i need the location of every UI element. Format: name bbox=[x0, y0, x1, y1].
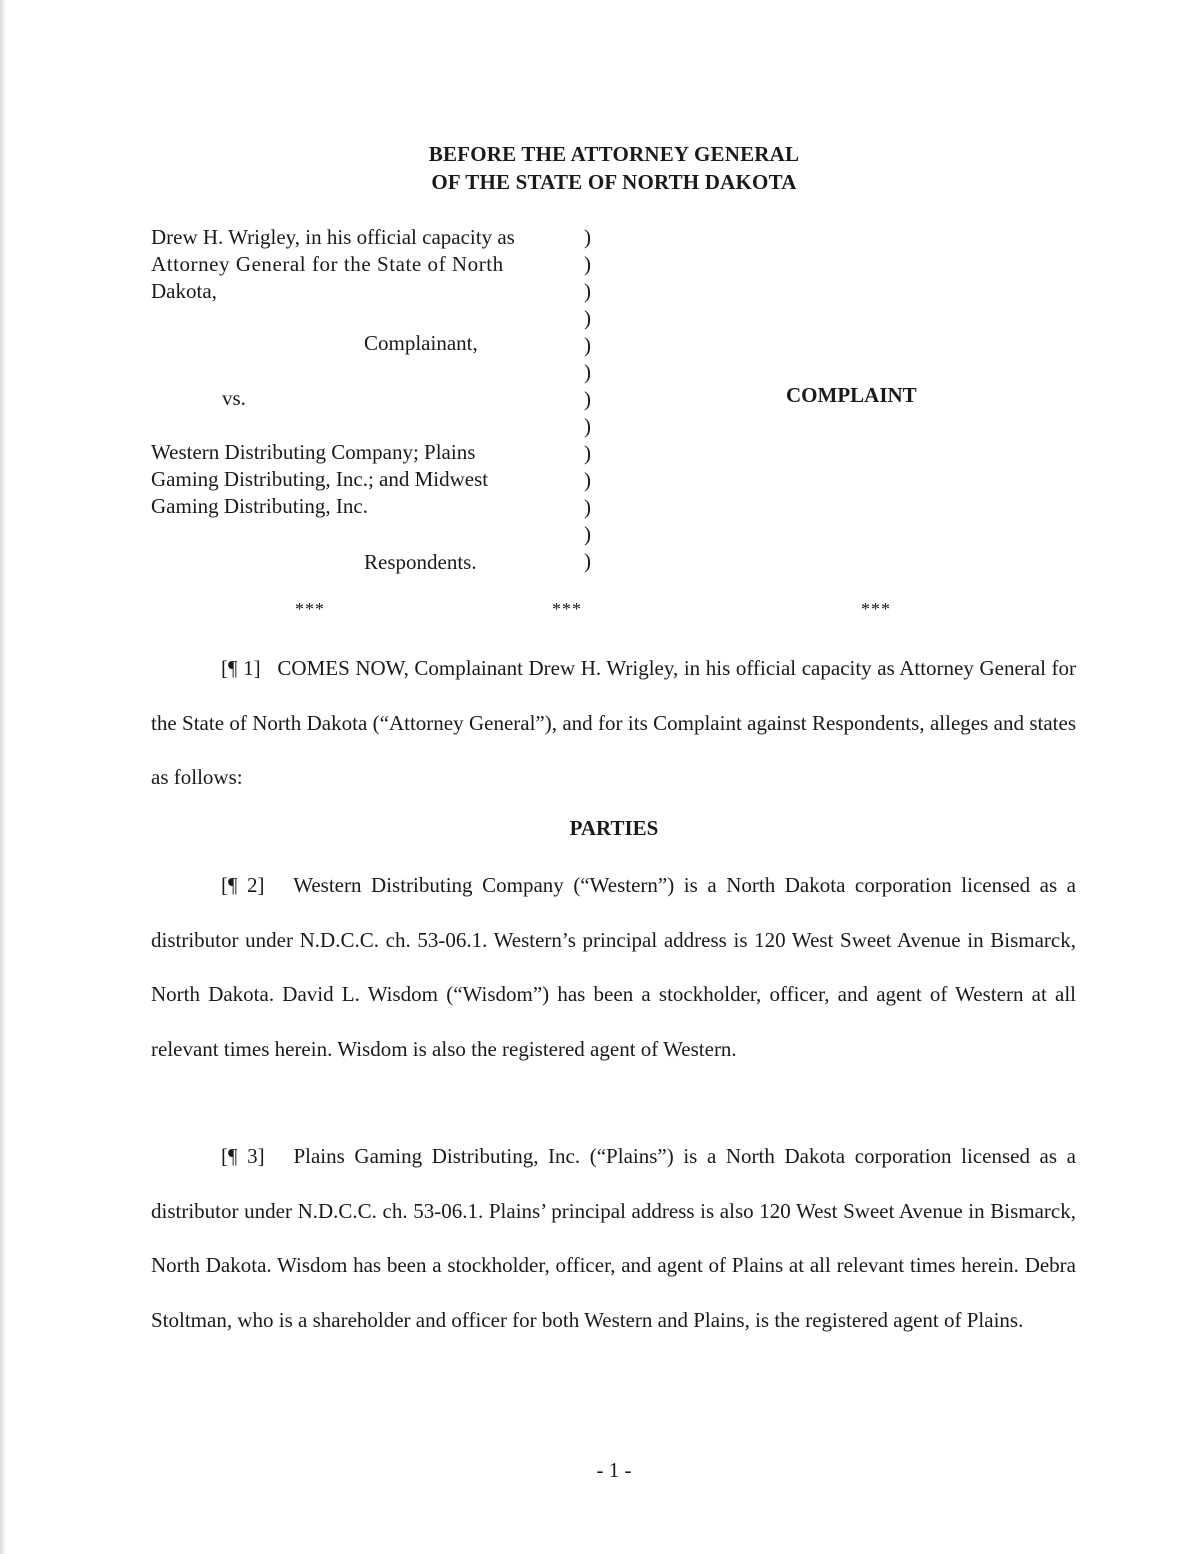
respondents-role: Respondents. bbox=[364, 550, 477, 574]
caption-parenthesis-column bbox=[584, 224, 591, 575]
caption-paren: ) bbox=[584, 387, 591, 411]
scan-edge-shadow bbox=[0, 0, 6, 1554]
page-number: - 1 - bbox=[596, 1458, 632, 1482]
paragraph-1-mark: [¶ 1] bbox=[221, 656, 261, 680]
paragraph-2 bbox=[151, 858, 1076, 1076]
complainant-name bbox=[151, 224, 515, 305]
caption-paren: ) bbox=[584, 225, 591, 249]
caption-paren: ) bbox=[584, 306, 591, 330]
caption-paren: ) bbox=[584, 468, 591, 492]
section-heading-parties: PARTIES bbox=[569, 816, 659, 840]
header-line-2: OF THE STATE OF NORTH DAKOTA bbox=[431, 170, 797, 194]
caption-paren: ) bbox=[584, 252, 591, 276]
header-line-1: BEFORE THE ATTORNEY GENERAL bbox=[428, 142, 800, 166]
paragraph-3-text: Plains Gaming Distributing, Inc. (“Plains”) is a North Dakota corporation licensed as a distributor under N.D.C.C. ch. 53-06.1. Plains’ principal address is also 120 West Sweet Avenue in Bismarck, North Dakota. Wisdom has been a stockholder, officer, and agent of Plains at all relevant times herein. Debra Stoltman, who is a shareholder and officer for both Western and Plains, is the registered agent of Plains. bbox=[151, 1144, 1076, 1332]
complainant-name-line: Dakota, bbox=[151, 279, 217, 303]
paragraph-2-text: Western Distributing Company (“Western”) is a North Dakota corporation licensed as a distributor under N.D.C.C. ch. 53-06.1. Western’s principal address is 120 West Sweet Avenue in Bismarck, North Dakota. David L. Wisdom (“Wisdom”) has been a stockholder, officer, and agent of Western at all relevant times herein. Wisdom is also the registered agent of Western. bbox=[151, 873, 1077, 1061]
separator-left: *** bbox=[295, 599, 325, 619]
respondents-name-line: Gaming Distributing, Inc.; and Midwest bbox=[151, 467, 489, 491]
separator-right: *** bbox=[861, 599, 891, 619]
separator-center: *** bbox=[552, 599, 582, 619]
complainant-name-line: Drew H. Wrigley, in his official capacity as bbox=[151, 225, 515, 249]
versus-label: vs. bbox=[222, 386, 246, 410]
caption-paren: ) bbox=[584, 414, 591, 438]
respondents-name-line: Western Distributing Company; Plains bbox=[151, 440, 476, 464]
complainant-name-line: Attorney General for the State of North bbox=[151, 252, 504, 276]
complainant-role: Complainant, bbox=[364, 331, 478, 355]
respondents-name-line: Gaming Distributing, Inc. bbox=[151, 494, 368, 518]
document-type-label: COMPLAINT bbox=[786, 383, 917, 407]
respondents-names bbox=[151, 439, 488, 520]
caption-paren: ) bbox=[584, 360, 591, 384]
caption-paren: ) bbox=[584, 333, 591, 357]
caption-paren: ) bbox=[584, 522, 591, 546]
caption-paren: ) bbox=[584, 549, 591, 573]
paragraph-2-mark: [¶ 2] bbox=[221, 873, 265, 897]
paragraph-3 bbox=[151, 1129, 1076, 1347]
paragraph-1-text: COMES NOW, Complainant Drew H. Wrigley, in his official capacity as Attorney General for the State of North Dakota (“Attorney General”), and for its Complaint against Respondents, alleges and states as follows: bbox=[151, 656, 1076, 789]
caption-paren: ) bbox=[584, 495, 591, 519]
caption-paren: ) bbox=[584, 279, 591, 303]
paragraph-3-mark: [¶ 3] bbox=[221, 1144, 265, 1168]
caption-paren: ) bbox=[584, 441, 591, 465]
paragraph-1 bbox=[151, 641, 1076, 805]
